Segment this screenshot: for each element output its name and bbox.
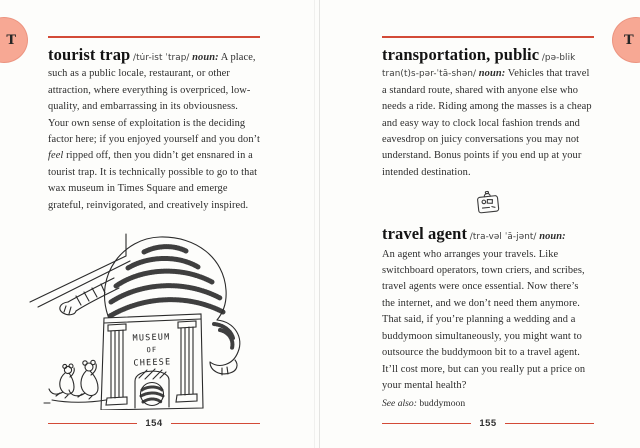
- entry-top-rule: [382, 36, 594, 38]
- definition-text-italic: feel: [48, 150, 64, 162]
- see-also-line: [382, 397, 594, 411]
- section-tab-left: [0, 17, 28, 63]
- headword: travel agent: [382, 224, 468, 244]
- page-number: 155: [479, 418, 497, 429]
- part-of-speech: noun:: [478, 68, 506, 80]
- pronunciation: /pə-blik tran(t)s-pər-ˈtā-shən/: [382, 53, 576, 80]
- pronunciation: /tu̇r-ist ˈtrap/: [133, 53, 190, 63]
- left-text-column: [48, 36, 260, 214]
- see-also-label: See also:: [382, 398, 417, 410]
- pronunciation: /tra-vəl ˈā-jənt/: [469, 232, 537, 243]
- definition-text: ripped off, then you didn’t get ensnared in a tourist trap. It is technically possible to go to that wax museum in Times Square and emerge grateful, reinvigorated, and creatively inspired.: [48, 150, 258, 211]
- section-divider: [382, 186, 594, 223]
- entry-top-rule: [48, 36, 260, 38]
- footer-rule-right: [505, 423, 594, 424]
- suitcase-icon: [473, 186, 503, 218]
- headword: tourist trap: [48, 45, 131, 64]
- definition-text: A place, such as a public locale, restaurant, or other attraction, where everything is overpriced, low-quality, and embarrassing in its obviousness. Your own sense of exploitation is the deciding factor here; if you enjoyed yourself and you don’t: [48, 52, 260, 146]
- right-page: [320, 0, 640, 448]
- entry-travel-agent-body: An agent who arranges your travels. Like switchboard operators, town criers, and scribes, travel agents were once essential. Now there’s the internet, and we don’t need them anymore. That said, if you’re planning a wedding and a buddymoon simultaneously, you might want to outsource the buddymoon bit to a travel agent. It’ll cost more, but can you really put a price on your mental health?: [382, 248, 586, 391]
- left-page-footer: [48, 418, 260, 429]
- museum-sign-line3: CHEESE: [133, 357, 172, 369]
- entry-tourist-trap: [48, 47, 260, 214]
- entry-transportation-public: [382, 47, 594, 181]
- section-letter: T: [624, 32, 634, 48]
- headword: transportation, public: [382, 45, 540, 64]
- part-of-speech: noun:: [192, 52, 219, 63]
- footer-rule-left: [48, 423, 137, 424]
- see-also-value: buddymoon: [419, 398, 466, 410]
- museum-sign-line1: MUSEUM: [132, 332, 171, 344]
- footer-rule-right: [171, 423, 260, 424]
- footer-rule-left: [382, 423, 471, 424]
- right-page-footer: [382, 418, 594, 429]
- section-letter: T: [6, 32, 16, 48]
- section-tab-right: [612, 17, 640, 63]
- museum-sign-line2: OF: [146, 345, 158, 355]
- definition-text: Vehicles that travel a standard route, shared with anyone else who needs a ride. Riding among the masses is a cheap and easy way to clock local fashion trends and eavesdrop on juicy conversations you may not understand. Bonus points if you end up at your intended destination.: [382, 68, 592, 178]
- museum-of-cheese-illustration: [26, 232, 262, 415]
- right-text-column: [382, 36, 594, 421]
- part-of-speech: noun:: [539, 231, 566, 243]
- page-number: 154: [145, 418, 163, 429]
- entry-travel-agent-heading: [382, 226, 594, 245]
- cat-museum-mice-drawing: [26, 232, 262, 410]
